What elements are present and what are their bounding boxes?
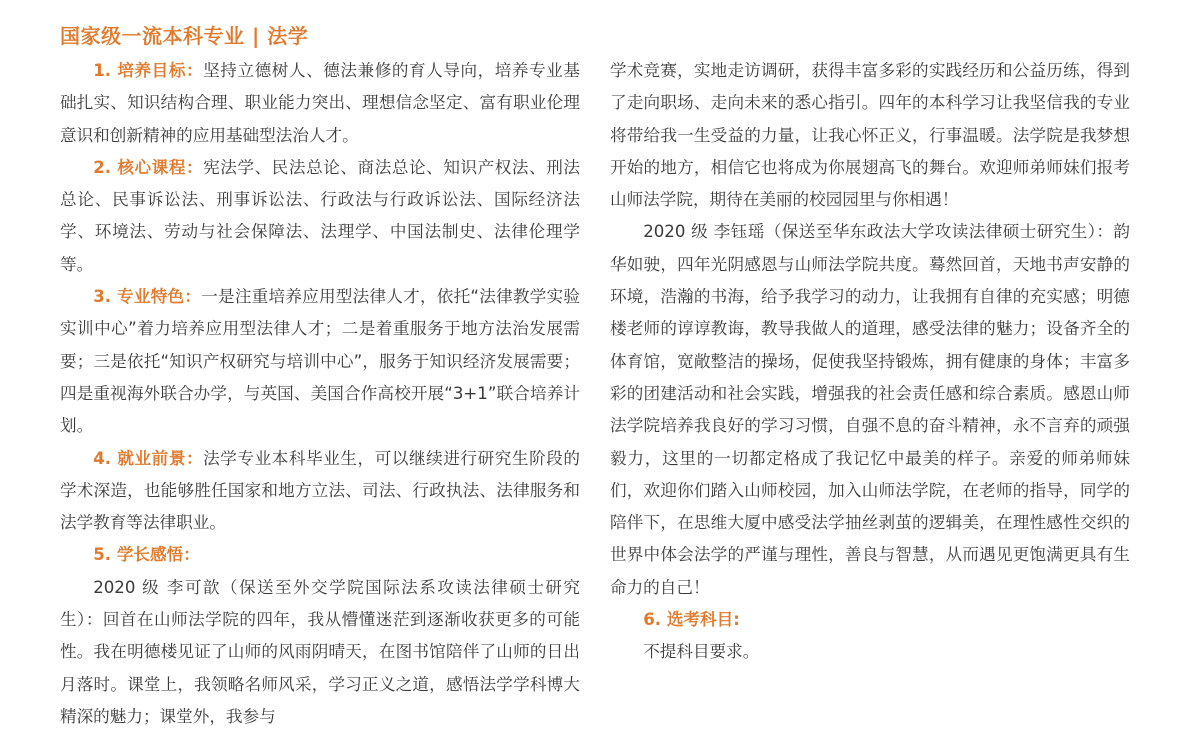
subjects-label: 6. 选考科目: bbox=[643, 610, 740, 630]
reflection-heading bbox=[60, 539, 580, 571]
reflection1-text-start: 2020 级 李可歆（保送至外交学院国际法系攻读法律硕士研究生）：回首在山师法学院的四年，我从懵懂迷茫到逐渐收获更多的可能性。我在明德楼见证了山师的风雨阴晴天，在图书馆陪伴了山师的日出月落时。课堂上，我领略名师风采，学习正义之道，感悟法学学科博大精深的魅力；课堂外，我参与 bbox=[60, 577, 580, 726]
features-label: 3. 专业特色： bbox=[93, 287, 202, 307]
right-column bbox=[610, 55, 1130, 669]
career-label: 4. 就业前景： bbox=[93, 448, 204, 468]
features-paragraph bbox=[60, 281, 580, 442]
core-courses-text: 宪法学、民法总论、商法总论、知识产权法、刑法总论、民事诉讼法、刑事诉讼法、行政法与行政诉讼法、国际经济法学、环境法、劳动与社会保障法、法理学、中国法制史、法律伦理学等。 bbox=[60, 157, 580, 274]
career-text: 法学专业本科毕业生，可以继续进行研究生阶段的学术深造，也能够胜任国家和地方立法、司法、行政执法、法律服务和法学教育等法律职业。 bbox=[60, 448, 580, 533]
reflection-label: 5. 学长感悟： bbox=[93, 545, 200, 565]
left-column bbox=[60, 55, 580, 733]
subjects-paragraph bbox=[610, 636, 1130, 668]
features-text: 一是注重培养应用型法律人才，依托“法律教学实验实训中心”着力培养应用型法律人才；二是着重服务于地方法治发展需要；三是依托“知识产权研究与培训中心”，服务于知识经济发展需要；四是重视海外联合办学，与英国、美国合作高校开展“3+1”联合培养计划。 bbox=[60, 287, 580, 436]
training-goal-label: 1. 培养目标： bbox=[93, 61, 204, 80]
core-courses-label: 2. 核心课程： bbox=[93, 157, 204, 177]
training-goal-text: 坚持立德树人、德法兼修的育人导向，培养专业基础扎实、知识结构合理、职业能力突出、理想信念坚定、富有职业伦理意识和创新精神的应用基础型法治人才。 bbox=[60, 61, 580, 145]
reflection1-text-end: 学术竞赛，实地走访调研，获得丰富多彩的实践经历和公益历练，得到了走向职场、走向未来的悉心指引。四年的本科学习让我坚信我的专业将带给我一生受益的力量，让我心怀正义，行事温暖。法学院是我梦想开始的地方，相信它也将成为你展翅高飞的舞台。欢迎师弟师妹们报考山师法学院，期待在美丽的校园园里与你相遇！ bbox=[610, 61, 1130, 210]
reflection2-text: 2020 级 李钰瑶（保送至华东政法大学攻读法律硕士研究生）：韵华如驶，四年光阴感恩与山师法学院共度。蓦然回首，天地书声安静的环境，浩瀚的书海，给予我学习的动力，让我拥有自律的充实感；明德楼老师的谆谆教诲，教导我做人的道理，感受法律的魅力；设备齐全的体育馆，宽敞整洁的操场，促使我坚持锻炼，拥有健康的身体；丰富多彩的团建活动和社会实践，增强我的社会责任感和综合素质。感恩山师法学院培养我良好的学习习惯，自强不息的奋斗精神，永不言弃的顽强毅力，这里的一切都定格成了我记忆中最美的样子。亲爱的师弟师妹们，欢迎你们踏入山师校园，加入山师法学院，在老师的指导，同学的陪伴下，在思维大厦中感受法学抽丝剥茧的逻辑美，在理性感性交织的世界中体会法学的严谨与理性，善良与智慧，从而遇见更饱满更具有生命力的自己！ bbox=[610, 222, 1130, 597]
subjects-text: 不提科目要求。 bbox=[643, 642, 760, 662]
reflection1-paragraph-end bbox=[610, 55, 1130, 216]
reflection2-paragraph bbox=[610, 216, 1130, 604]
subjects-heading bbox=[610, 604, 1130, 636]
page-title: 国家级一流本科专业 | 法学 bbox=[60, 24, 309, 48]
career-paragraph bbox=[60, 443, 580, 540]
core-courses-paragraph bbox=[60, 152, 580, 281]
training-goal-paragraph bbox=[60, 55, 580, 152]
reflection1-paragraph-start bbox=[60, 572, 580, 733]
